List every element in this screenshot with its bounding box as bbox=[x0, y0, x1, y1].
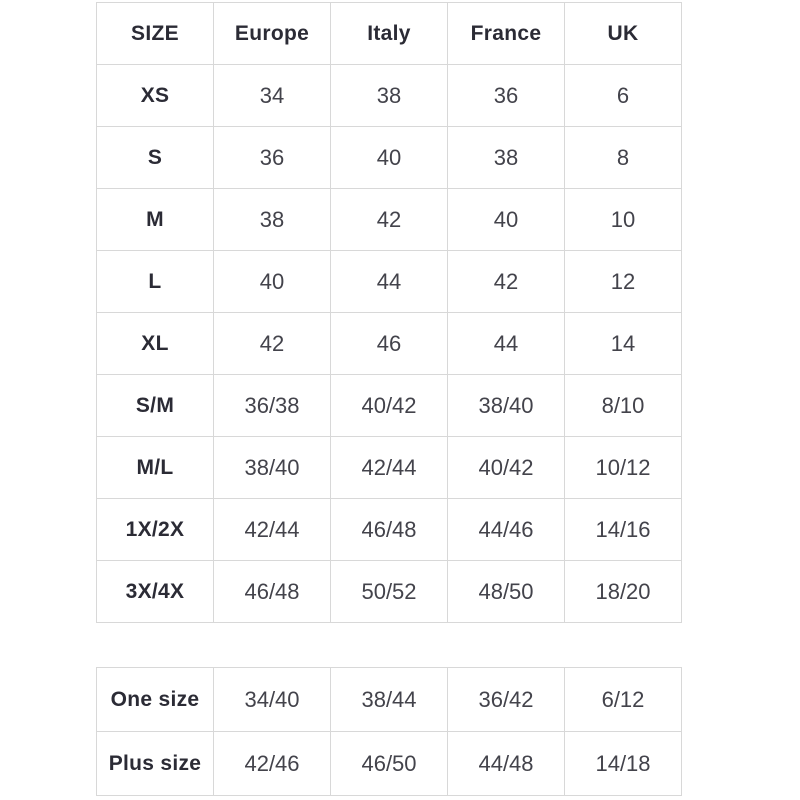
column-header-size: SIZE bbox=[97, 3, 214, 65]
value-cell: 34 bbox=[214, 65, 331, 127]
table-row-one-size bbox=[97, 668, 682, 732]
value-cell: 14/16 bbox=[565, 499, 682, 561]
value-cell: 6/12 bbox=[565, 668, 682, 732]
value-cell: 10/12 bbox=[565, 437, 682, 499]
size-label-cell: Plus size bbox=[97, 732, 214, 796]
table-row-m bbox=[97, 189, 682, 251]
value-cell: 36 bbox=[214, 127, 331, 189]
table-row-3x4x bbox=[97, 561, 682, 623]
value-cell: 42 bbox=[448, 251, 565, 313]
value-cell: 8/10 bbox=[565, 375, 682, 437]
value-cell: 44 bbox=[331, 251, 448, 313]
value-cell: 38/40 bbox=[448, 375, 565, 437]
column-header-france: France bbox=[448, 3, 565, 65]
value-cell: 12 bbox=[565, 251, 682, 313]
value-cell: 6 bbox=[565, 65, 682, 127]
value-cell: 48/50 bbox=[448, 561, 565, 623]
column-header-italy: Italy bbox=[331, 3, 448, 65]
table-row-ml bbox=[97, 437, 682, 499]
value-cell: 14 bbox=[565, 313, 682, 375]
value-cell: 36 bbox=[448, 65, 565, 127]
column-header-uk: UK bbox=[565, 3, 682, 65]
value-cell: 40 bbox=[214, 251, 331, 313]
size-conversion-table bbox=[96, 2, 682, 623]
value-cell: 46/48 bbox=[331, 499, 448, 561]
value-cell: 38 bbox=[448, 127, 565, 189]
size-label-cell: M/L bbox=[97, 437, 214, 499]
value-cell: 38 bbox=[214, 189, 331, 251]
value-cell: 42/44 bbox=[331, 437, 448, 499]
table-row-1x2x bbox=[97, 499, 682, 561]
value-cell: 46/48 bbox=[214, 561, 331, 623]
value-cell: 34/40 bbox=[214, 668, 331, 732]
value-cell: 36/42 bbox=[448, 668, 565, 732]
value-cell: 44/48 bbox=[448, 732, 565, 796]
value-cell: 38/40 bbox=[214, 437, 331, 499]
size-label-cell: 1X/2X bbox=[97, 499, 214, 561]
value-cell: 14/18 bbox=[565, 732, 682, 796]
value-cell: 44 bbox=[448, 313, 565, 375]
value-cell: 50/52 bbox=[331, 561, 448, 623]
value-cell: 36/38 bbox=[214, 375, 331, 437]
value-cell: 42/44 bbox=[214, 499, 331, 561]
value-cell: 40 bbox=[448, 189, 565, 251]
value-cell: 46/50 bbox=[331, 732, 448, 796]
size-label-cell: One size bbox=[97, 668, 214, 732]
value-cell: 8 bbox=[565, 127, 682, 189]
table-header-row bbox=[97, 3, 682, 65]
value-cell: 10 bbox=[565, 189, 682, 251]
size-label-cell: S/M bbox=[97, 375, 214, 437]
size-label-cell: L bbox=[97, 251, 214, 313]
size-label-cell: 3X/4X bbox=[97, 561, 214, 623]
table-row-xs bbox=[97, 65, 682, 127]
size-label-cell: XL bbox=[97, 313, 214, 375]
table-row-s bbox=[97, 127, 682, 189]
size-label-cell: XS bbox=[97, 65, 214, 127]
value-cell: 18/20 bbox=[565, 561, 682, 623]
table-row-plus-size bbox=[97, 732, 682, 796]
value-cell: 42/46 bbox=[214, 732, 331, 796]
value-cell: 46 bbox=[331, 313, 448, 375]
value-cell: 44/46 bbox=[448, 499, 565, 561]
value-cell: 38/44 bbox=[331, 668, 448, 732]
size-label-cell: S bbox=[97, 127, 214, 189]
value-cell: 42 bbox=[331, 189, 448, 251]
value-cell: 40/42 bbox=[331, 375, 448, 437]
column-header-europe: Europe bbox=[214, 3, 331, 65]
table-row-l bbox=[97, 251, 682, 313]
value-cell: 40 bbox=[331, 127, 448, 189]
value-cell: 38 bbox=[331, 65, 448, 127]
special-sizes-table bbox=[96, 667, 682, 796]
value-cell: 40/42 bbox=[448, 437, 565, 499]
value-cell: 42 bbox=[214, 313, 331, 375]
table-row-xl bbox=[97, 313, 682, 375]
size-label-cell: M bbox=[97, 189, 214, 251]
table-row-sm bbox=[97, 375, 682, 437]
